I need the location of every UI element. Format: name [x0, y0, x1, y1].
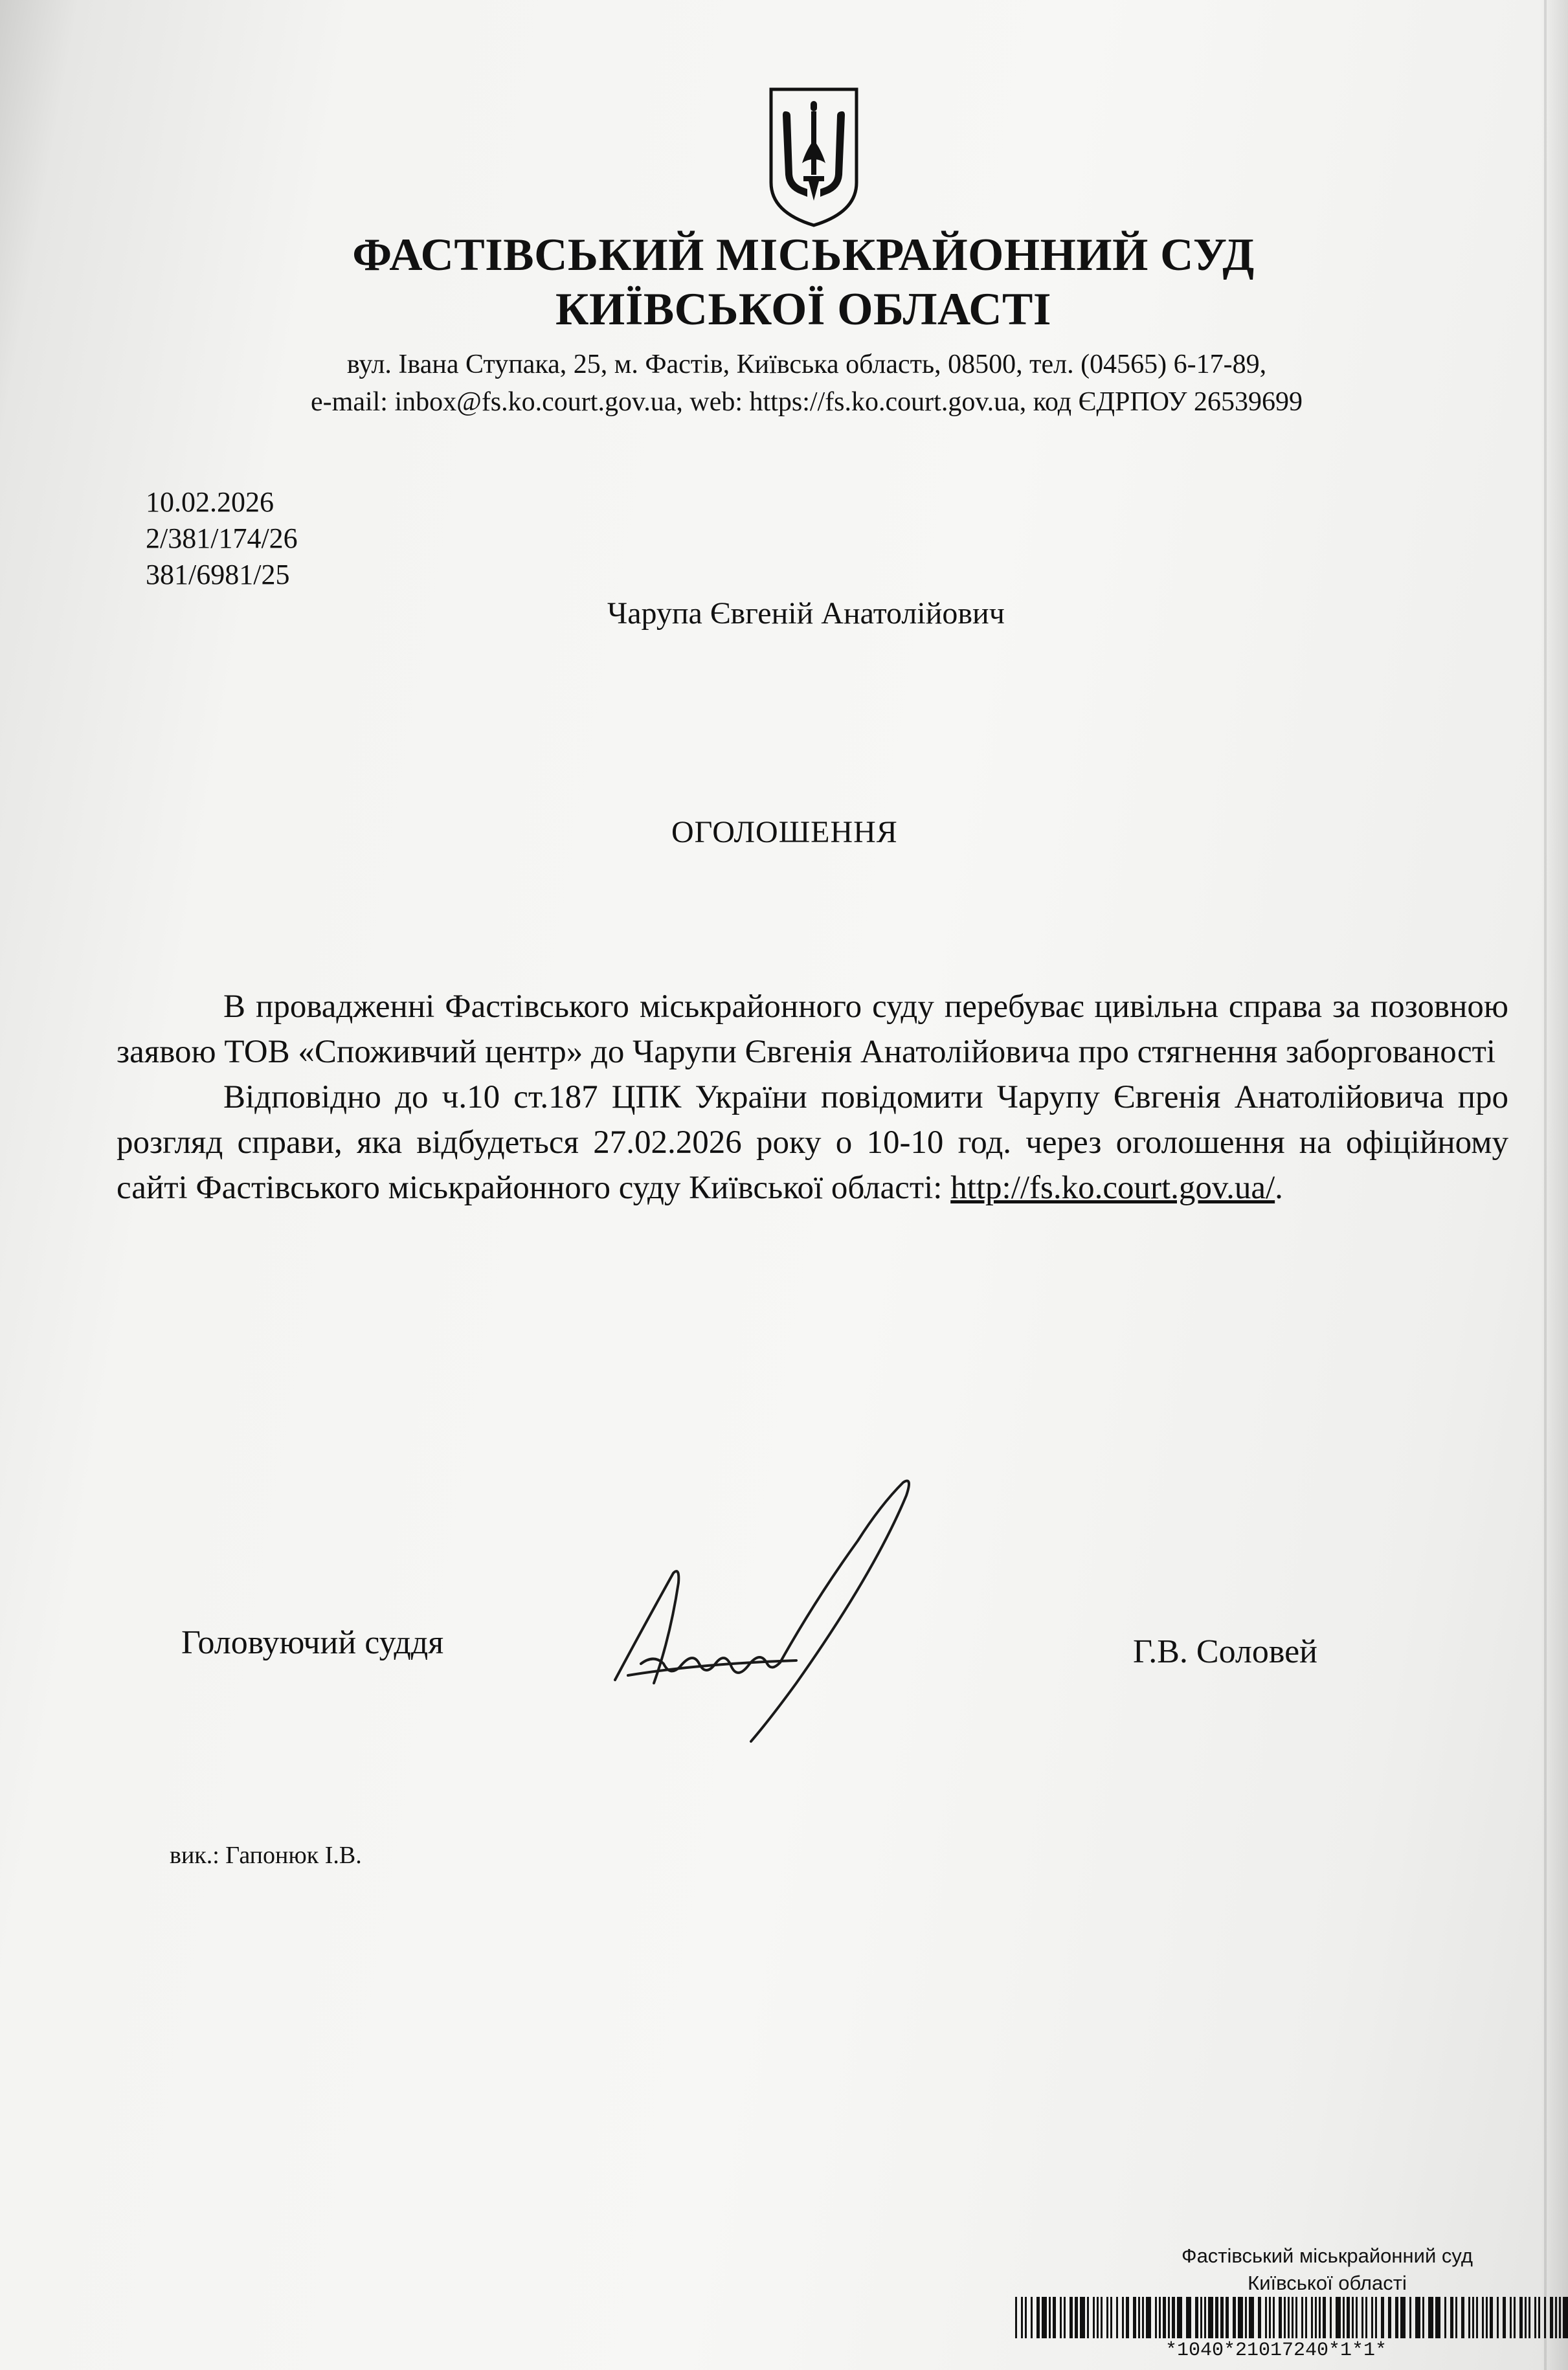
- barcode-bar: [1042, 2297, 1047, 2338]
- barcode-bar: [1343, 2297, 1345, 2338]
- announcement-body: [117, 984, 1508, 1211]
- barcode-bar: [1544, 2297, 1546, 2338]
- signer-role: Головуючий суддя: [181, 1624, 444, 1661]
- document-references: [146, 484, 298, 593]
- barcode-bar: [1529, 2297, 1530, 2338]
- barcode-bar: [1534, 2297, 1536, 2338]
- court-website-link[interactable]: http://fs.ko.court.gov.ua/: [950, 1170, 1275, 1206]
- barcode-bar: [1172, 2297, 1175, 2338]
- barcode-bar: [1238, 2297, 1243, 2338]
- barcode-bar: [1226, 2297, 1229, 2338]
- barcode-bar: [1361, 2297, 1363, 2338]
- barcode-bar: [1204, 2297, 1206, 2338]
- barcode-bar: [1116, 2297, 1118, 2338]
- barcode-bar: [1482, 2297, 1484, 2338]
- barcode-bar: [1070, 2297, 1073, 2338]
- barcode-bar: [1330, 2297, 1332, 2338]
- barcode-bar: [1525, 2297, 1527, 2338]
- document-date: 10.02.2026: [146, 486, 274, 518]
- stamp-line2: Київської області: [1248, 2272, 1407, 2294]
- barcode-bar: [1347, 2297, 1350, 2338]
- barcode-bar: [1186, 2297, 1191, 2338]
- barcode-bar: [1356, 2297, 1358, 2338]
- barcode-bar: [1497, 2297, 1499, 2338]
- barcode-bar: [1249, 2297, 1254, 2338]
- barcode-bar: [1455, 2297, 1457, 2338]
- barcode-code: *1040*21017240*1*1*: [1165, 2340, 1387, 2362]
- registry-stamp: [1126, 2242, 1528, 2297]
- barcode-bar: [1444, 2297, 1446, 2338]
- barcode-bar: [1486, 2297, 1488, 2338]
- barcode-bar: [1305, 2297, 1307, 2338]
- barcode-bar: [1087, 2297, 1089, 2338]
- barcode-bar: [1311, 2297, 1313, 2338]
- barcode-bar: [1435, 2297, 1440, 2338]
- barcode-bar: [1142, 2297, 1144, 2338]
- barcode-bar: [1409, 2297, 1411, 2338]
- barcode-bar: [1159, 2297, 1161, 2338]
- barcode-bar: [1155, 2297, 1157, 2338]
- barcode-bar: [1233, 2297, 1236, 2338]
- barcode-bar: [1258, 2297, 1261, 2338]
- barcode-bar: [1093, 2297, 1095, 2338]
- barcode-bar: [1395, 2297, 1398, 2338]
- barcode-bar: [1122, 2297, 1124, 2338]
- barcode-bar: [1146, 2297, 1151, 2338]
- addressee: Чарупа Євгеній Анатолійович: [607, 596, 1005, 631]
- barcode-bar: [1415, 2297, 1420, 2338]
- barcode-bar: [1168, 2297, 1170, 2338]
- court-title: [0, 228, 1568, 337]
- stamp-line1: Фастівський міськрайонний суд: [1182, 2244, 1473, 2267]
- outgoing-number: 2/381/174/26: [146, 522, 298, 554]
- barcode-bar: [1428, 2297, 1433, 2338]
- body-paragraph-1: В провадженні Фастівського міськрайонного суду перебуває цивільна справа за позовною заявою ТОВ «Споживчий центр» до Чарупи Євгенія Анатолійовича про стягнення заборгованості: [117, 989, 1508, 1070]
- barcode-bar: [1126, 2297, 1129, 2338]
- barcode-bar: [1450, 2297, 1453, 2338]
- body-paragraph-2-text: Відповідно до ч.10 ст.187 ЦПК України повідомити Чарупу Євгенія Анатолійовича про розгляд справи, яка відбудеться 27.02.2026 року о 10-10 год. через оголошення на офіційному сайті Фастівського міськрайонного суду Київської області:: [117, 1079, 1508, 1206]
- court-address-line1: вул. Івана Ступака, 25, м. Фастів, Київська область, 08500, тел. (04565) 6-17-89,: [346, 350, 1267, 379]
- barcode-bar: [1138, 2297, 1140, 2338]
- barcode-bar: [1097, 2297, 1099, 2338]
- barcode-bar: [1101, 2297, 1103, 2338]
- barcode-bar: [1400, 2297, 1406, 2338]
- barcode-bar: [1245, 2297, 1247, 2338]
- barcode-bar: [1195, 2297, 1198, 2338]
- barcode-bar: [1177, 2297, 1182, 2338]
- barcode-bar: [1049, 2297, 1051, 2338]
- barcode-bar: [1319, 2297, 1321, 2338]
- handwritten-signature-icon: [602, 1470, 971, 1767]
- barcode-bar: [1215, 2297, 1218, 2338]
- barcode-bar: [1563, 2297, 1568, 2338]
- barcode-bar: [1336, 2297, 1341, 2338]
- barcode-bar: [1053, 2297, 1056, 2338]
- ukraine-trident-emblem-icon: [766, 85, 862, 229]
- barcode-bar: [1371, 2297, 1373, 2338]
- barcode-bar: [1288, 2297, 1290, 2338]
- barcode-bar: [1064, 2297, 1066, 2338]
- barcode-bar: [1021, 2297, 1023, 2338]
- barcode-bar: [1220, 2297, 1224, 2338]
- barcode-bar: [1510, 2297, 1512, 2338]
- executor: вик.: Гапонюк І.В.: [170, 1842, 362, 1869]
- barcode-bar: [1315, 2297, 1317, 2338]
- body-paragraph-2: [117, 1075, 1508, 1211]
- barcode-bar: [1461, 2297, 1464, 2338]
- barcode-bar: [1133, 2297, 1136, 2338]
- barcode-bar: [1279, 2297, 1282, 2338]
- barcode-bar: [1060, 2297, 1062, 2338]
- barcode-bar: [1381, 2297, 1384, 2338]
- barcode-bar: [1503, 2297, 1506, 2338]
- barcode-bar: [1080, 2297, 1085, 2338]
- barcode-bar: [1265, 2297, 1267, 2338]
- barcode-bar: [1365, 2297, 1367, 2338]
- barcode-bar: [1106, 2297, 1108, 2338]
- document-heading: ОГОЛОШЕННЯ: [671, 815, 898, 849]
- barcode-bar: [1110, 2297, 1112, 2338]
- barcode-bar: [1269, 2297, 1271, 2338]
- barcode-bar: [1352, 2297, 1354, 2338]
- barcode-bar: [1514, 2297, 1516, 2338]
- barcode-bar: [1519, 2297, 1523, 2338]
- barcode-bar: [1208, 2297, 1213, 2338]
- barcode-bar: [1490, 2297, 1493, 2338]
- barcode-bar: [1559, 2297, 1561, 2338]
- barcode-bar: [1292, 2297, 1294, 2338]
- barcode-bar: [1075, 2297, 1078, 2338]
- barcode-bar: [1476, 2297, 1478, 2338]
- barcode-bar: [1323, 2297, 1326, 2338]
- barcode-bar: [1031, 2297, 1033, 2338]
- barcode-bar: [1036, 2297, 1040, 2338]
- barcode-bar: [1284, 2297, 1286, 2338]
- barcode-bar: [1200, 2297, 1202, 2338]
- barcode-bar: [1468, 2297, 1470, 2338]
- court-address: [0, 346, 1568, 421]
- barcode-bar: [1025, 2297, 1027, 2338]
- barcode-bar: [1422, 2297, 1424, 2338]
- court-name-line2: КИЇВСЬКОЇ ОБЛАСТІ: [555, 284, 1052, 335]
- barcode-icon: [1015, 2297, 1568, 2338]
- barcode-bar: [1015, 2297, 1017, 2338]
- barcode-bar: [1295, 2297, 1297, 2338]
- barcode-bar: [1163, 2297, 1166, 2338]
- barcode-bar: [1555, 2297, 1557, 2338]
- barcode-bar: [1472, 2297, 1474, 2338]
- barcode-bar: [1273, 2297, 1275, 2338]
- barcode-bar: [1375, 2297, 1377, 2338]
- barcode-bar: [1538, 2297, 1540, 2338]
- link-suffix: .: [1275, 1170, 1283, 1206]
- barcode-bar: [1388, 2297, 1391, 2338]
- court-address-line2: e-mail: inbox@fs.ko.court.gov.ua, web: https://fs.ko.court.gov.ua, код ЄДРПОУ 26539699: [311, 387, 1303, 417]
- court-name-line1: ФАСТІВСЬКИЙ МІСЬКРАЙОННИЙ СУД: [352, 230, 1255, 280]
- signer-name: Г.В. Соловей: [1133, 1633, 1317, 1670]
- case-number: 381/6981/25: [146, 559, 290, 590]
- barcode-bar: [1550, 2297, 1553, 2338]
- barcode-bar: [1301, 2297, 1303, 2338]
